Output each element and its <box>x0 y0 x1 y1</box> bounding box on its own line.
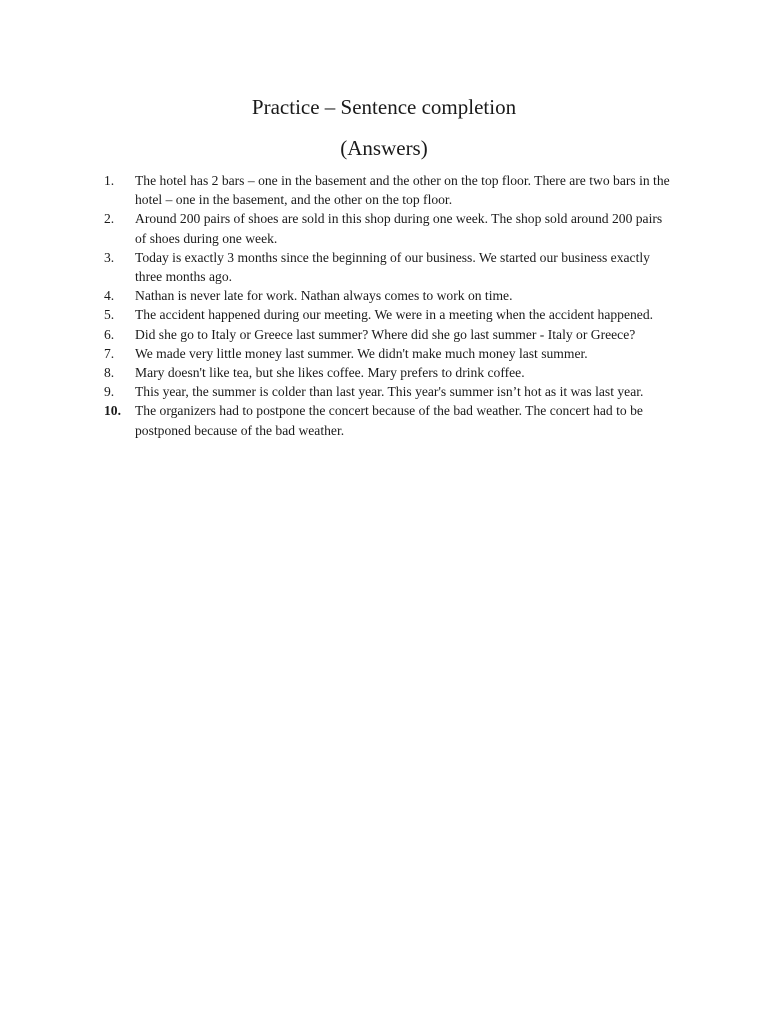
item-number: 9. <box>104 384 115 400</box>
item-text: This year, the summer is colder than last year. This year's summer isn’t hot as it was last year. <box>135 384 644 400</box>
list-item <box>104 401 670 439</box>
item-text: The organizers had to postpone the concert because of the bad weather. The concert had to be postponed because of the bad weather. <box>135 403 643 438</box>
list-item <box>104 305 670 324</box>
list-item <box>104 209 670 247</box>
item-number: 3. <box>104 249 115 265</box>
item-number: 4. <box>104 288 115 304</box>
item-number: 7. <box>104 345 115 361</box>
item-number: 1. <box>104 173 115 188</box>
item-number: 5. <box>104 307 115 323</box>
answer-list <box>104 171 670 440</box>
item-text: The accident happened during our meeting. We were in a meeting when the accident happened. <box>135 307 654 323</box>
list-item <box>104 171 670 209</box>
subtitle-text: (Answers) <box>340 136 428 160</box>
item-text: The hotel has 2 bars – one in the basement and the other on the top floor. There are two bars in the hotel – one in the basement, and the other on the top floor. <box>135 173 670 208</box>
page-title: Practice – Sentence completion <box>251 95 517 119</box>
item-number: 6. <box>104 326 115 342</box>
list-item <box>104 344 670 363</box>
list-item <box>104 248 670 286</box>
item-number: 2. <box>104 211 115 227</box>
item-text: Around 200 pairs of shoes are sold in this shop during one week. The shop sold around 200 pairs of shoes during one week. <box>135 211 663 246</box>
page-subtitle <box>0 133 768 163</box>
list-item <box>104 286 670 305</box>
list-item <box>104 382 670 401</box>
item-text: We made very little money last summer. We didn't make much money last summer. <box>135 345 588 361</box>
item-number: 10. <box>104 403 121 419</box>
item-text: Mary doesn't like tea, but she likes coffee. Mary prefers to drink coffee. <box>135 365 525 381</box>
list-item <box>104 363 670 382</box>
item-number: 8. <box>104 365 115 381</box>
item-text: Nathan is never late for work. Nathan always comes to work on time. <box>135 288 513 304</box>
item-text: Today is exactly 3 months since the beginning of our business. We started our business exactly three months ago. <box>135 249 650 285</box>
item-text: Did she go to Italy or Greece last summer? Where did she go last summer - Italy or Greece? <box>135 326 636 342</box>
list-item <box>104 325 670 344</box>
